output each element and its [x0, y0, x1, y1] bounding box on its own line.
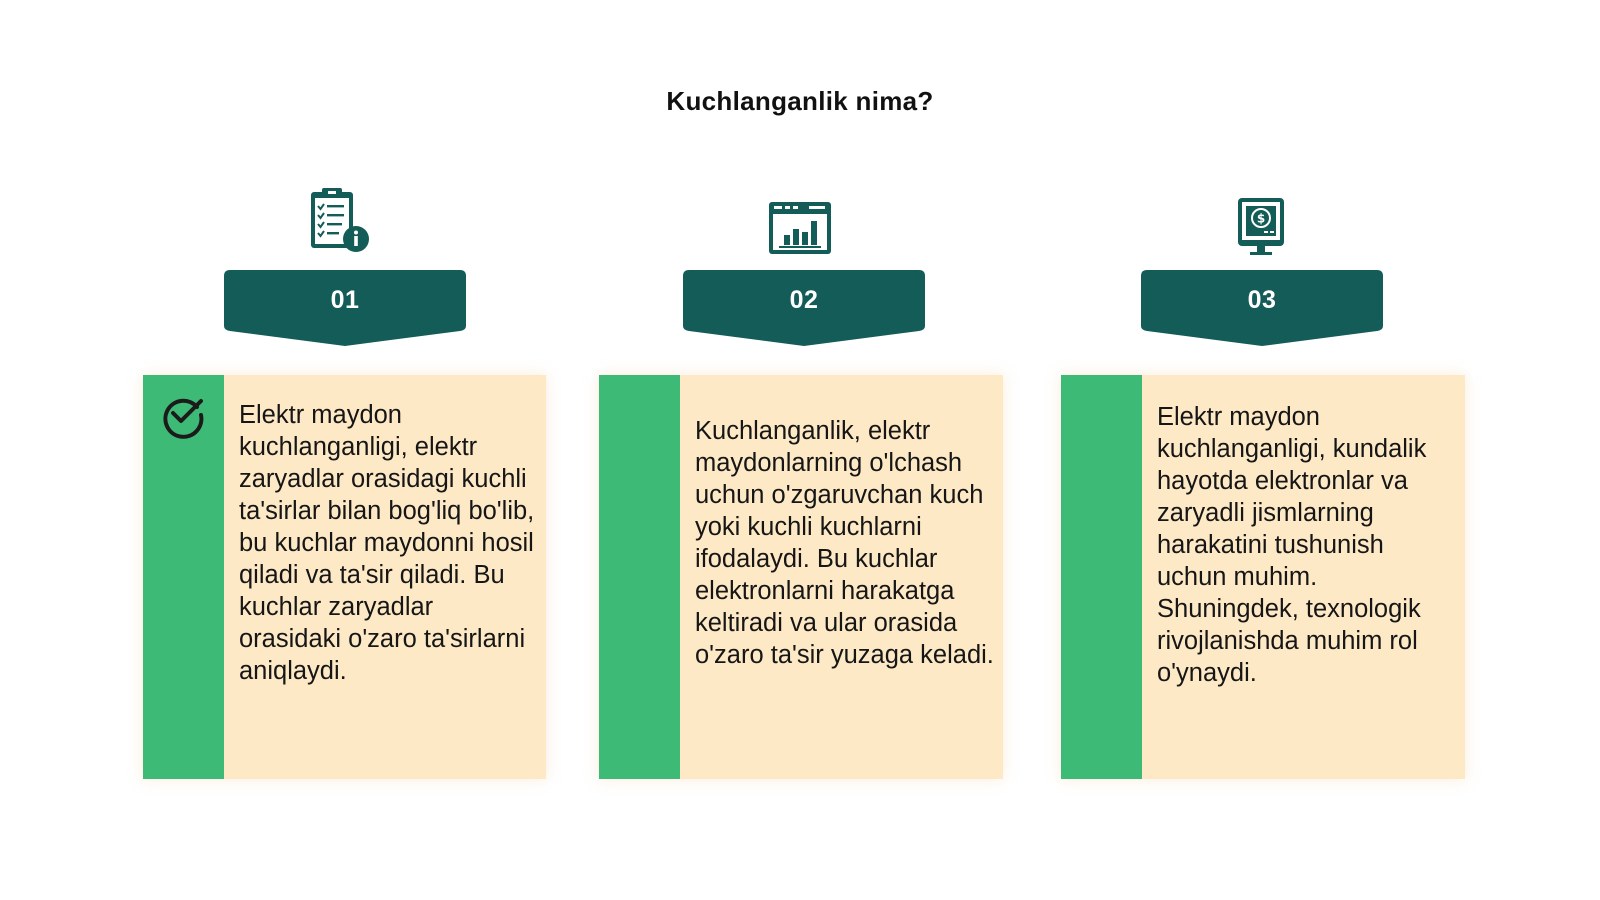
- check-circle-icon: [159, 391, 207, 439]
- card-text: Elektr maydon kuchlanganligi, elektr zaryadlar orasidagi kuchli ta'sirlar bilan bog'liq bo'lib, bu kuchlar maydonni hosil qiladi va ta'sir qiladi. Bu kuchlar zaryadlar orasidaki o'zaro ta'sirlarni aniqlaydi.: [239, 401, 535, 685]
- card-accent-bar: [599, 375, 680, 779]
- card-text: Elektr maydon kuchlanganligi, kundalik hayotda elektronlar va zaryadli jismlarning harakatini tushunish uchun muhim. Shuningdek, texnologik rivojlanishda muhim rol o'ynaydi.: [1157, 403, 1427, 687]
- analytics-window-icon: [765, 192, 835, 262]
- step-tag-02: [681, 268, 927, 348]
- info-card-03: [1061, 375, 1465, 779]
- card-text: Kuchlanganlik, elektr maydonlarning o'lchash uchun o'zgaruvchan kuch yoki kuchli kuchlarni ifodalaydi. Bu kuchlar elektronlarni harakatga keltiradi va ular orasida o'zaro ta'sir yuzaga keladi.: [695, 417, 994, 669]
- step-tag-03: [1139, 268, 1385, 348]
- svg-text:$: $: [1256, 211, 1266, 226]
- step-tag-01: [222, 268, 468, 348]
- clipboard-checklist-info-icon: [305, 186, 375, 256]
- step-number: 01: [330, 286, 360, 314]
- info-card-01: [143, 375, 546, 779]
- page-title: Kuchlanganlik nima?: [666, 86, 934, 116]
- step-number: 02: [789, 286, 819, 314]
- monitor-dollar-icon: [1226, 192, 1296, 262]
- step-number: 03: [1247, 286, 1277, 314]
- card-accent-bar: [1061, 375, 1142, 779]
- info-card-02: [599, 375, 1003, 779]
